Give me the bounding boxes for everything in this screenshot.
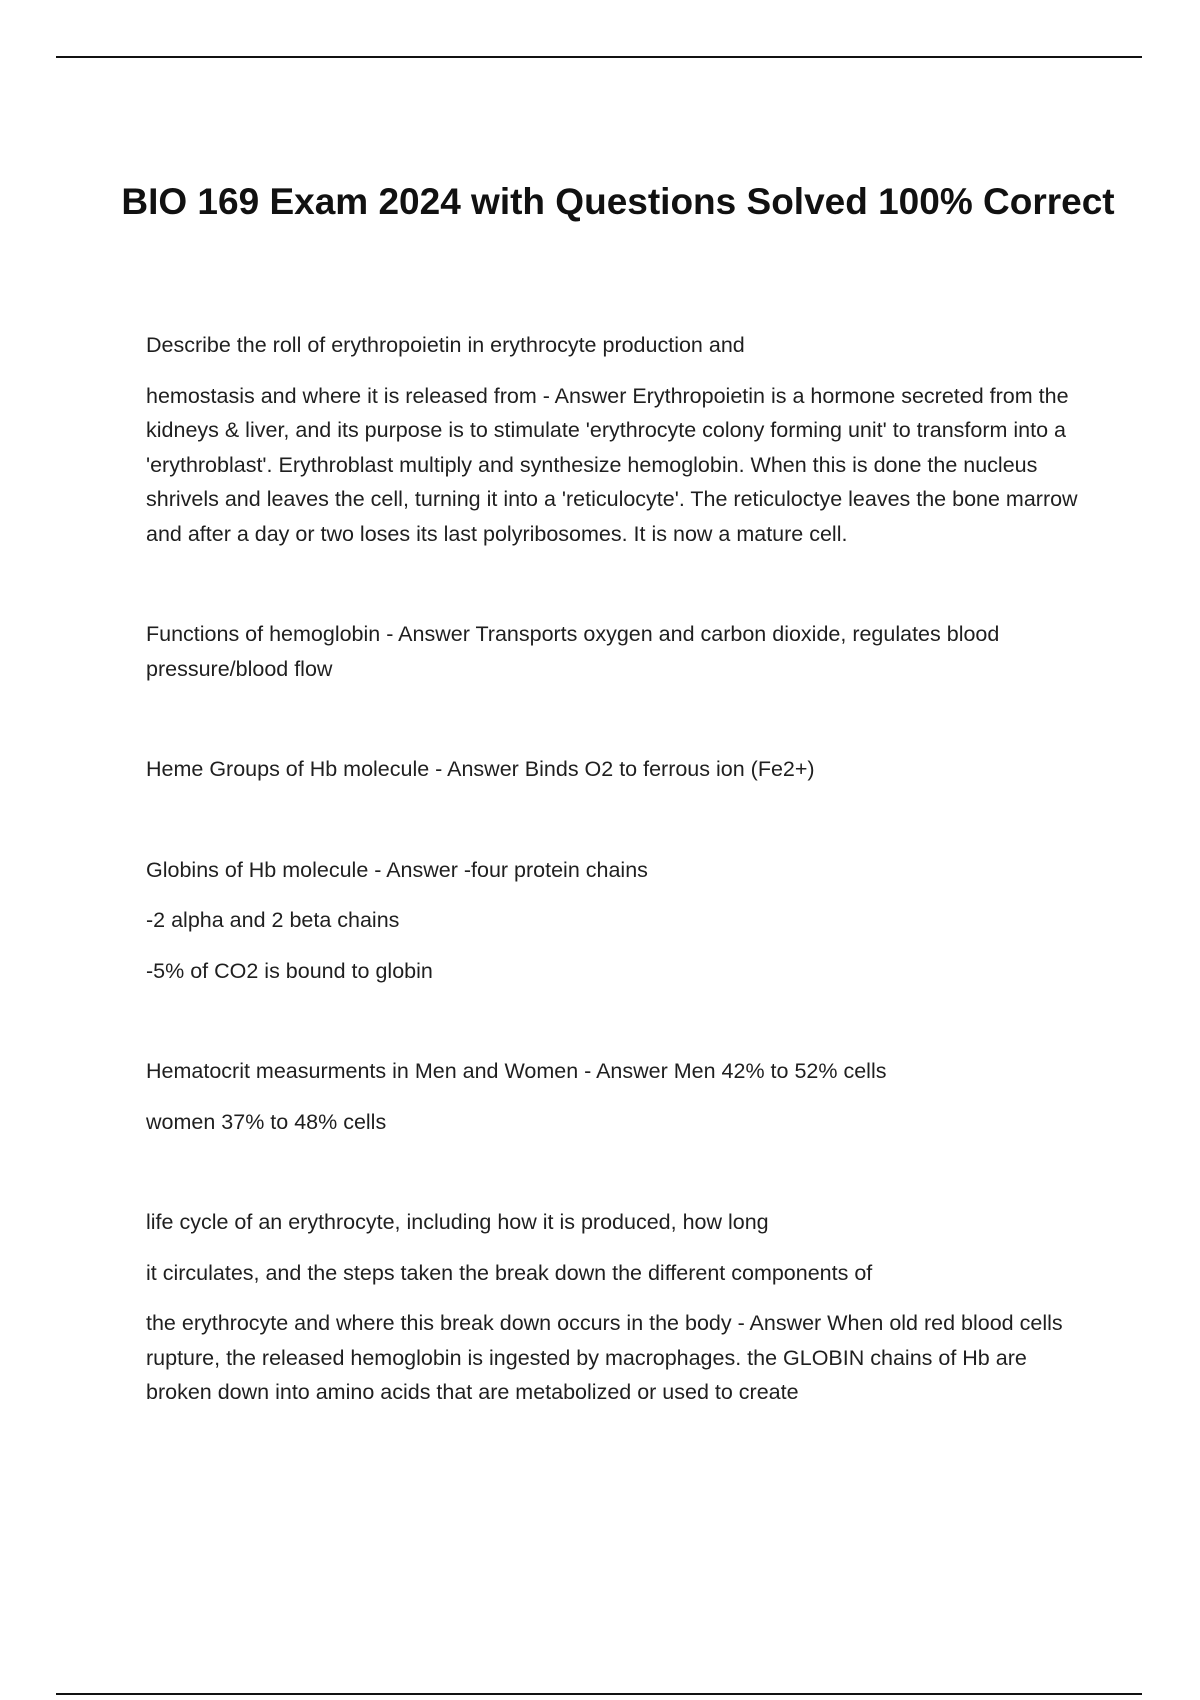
entry-line: the erythrocyte and where this break down occurs in the body - Answer When old red blood cells rupture, the released hemoglobin is ingested by macrophages. the GLOBIN chains of Hb are broken down into amino acids that are metabolized or used to create bbox=[146, 1311, 1063, 1404]
entry-line: -5% of CO2 is bound to globin bbox=[146, 958, 433, 983]
qa-entry bbox=[146, 752, 1096, 787]
qa-entry bbox=[146, 853, 1096, 989]
qa-entry bbox=[146, 1205, 1096, 1410]
document-title: BIO 169 Exam 2024 with Questions Solved 100% Correct bbox=[121, 180, 1115, 222]
document-body bbox=[146, 328, 1096, 1410]
qa-entry bbox=[146, 617, 1096, 686]
top-rule bbox=[56, 56, 1142, 58]
qa-entry bbox=[146, 328, 1096, 551]
entry-line: Heme Groups of Hb molecule - Answer Binds O2 to ferrous ion (Fe2+) bbox=[146, 757, 815, 781]
entry-line: Describe the roll of erythropoietin in erythrocyte production and bbox=[146, 333, 745, 357]
qa-entry bbox=[146, 1054, 1096, 1139]
entry-line: it circulates, and the steps taken the break down the different components of bbox=[146, 1260, 873, 1285]
entry-line: hemostasis and where it is released from - Answer Erythropoietin is a hormone secreted from the kidneys & liver, and its purpose is to stimulate 'erythrocyte colony forming unit' to transform into a 'erythroblast'. Erythroblast multiply and synthesize hemoglobin. When this is done the nucleus shrivels and leaves the cell, turning it into a 'reticulocyte'. The reticuloctye leaves the bone marrow and after a day or two loses its last polyribosomes. It is now a mature cell. bbox=[146, 383, 1078, 546]
entry-line: Hematocrit measurments in Men and Women - Answer Men 42% to 52% cells bbox=[146, 1059, 887, 1083]
bottom-rule bbox=[56, 1693, 1142, 1695]
entry-line: life cycle of an erythrocyte, including how it is produced, how long bbox=[146, 1210, 769, 1234]
entry-line: -2 alpha and 2 beta chains bbox=[146, 908, 400, 932]
entry-line: Globins of Hb molecule - Answer -four protein chains bbox=[146, 857, 648, 882]
entry-line: Functions of hemoglobin - Answer Transports oxygen and carbon dioxide, regulates blood pressure/blood flow bbox=[146, 622, 1000, 681]
entry-line: women 37% to 48% cells bbox=[146, 1109, 387, 1134]
